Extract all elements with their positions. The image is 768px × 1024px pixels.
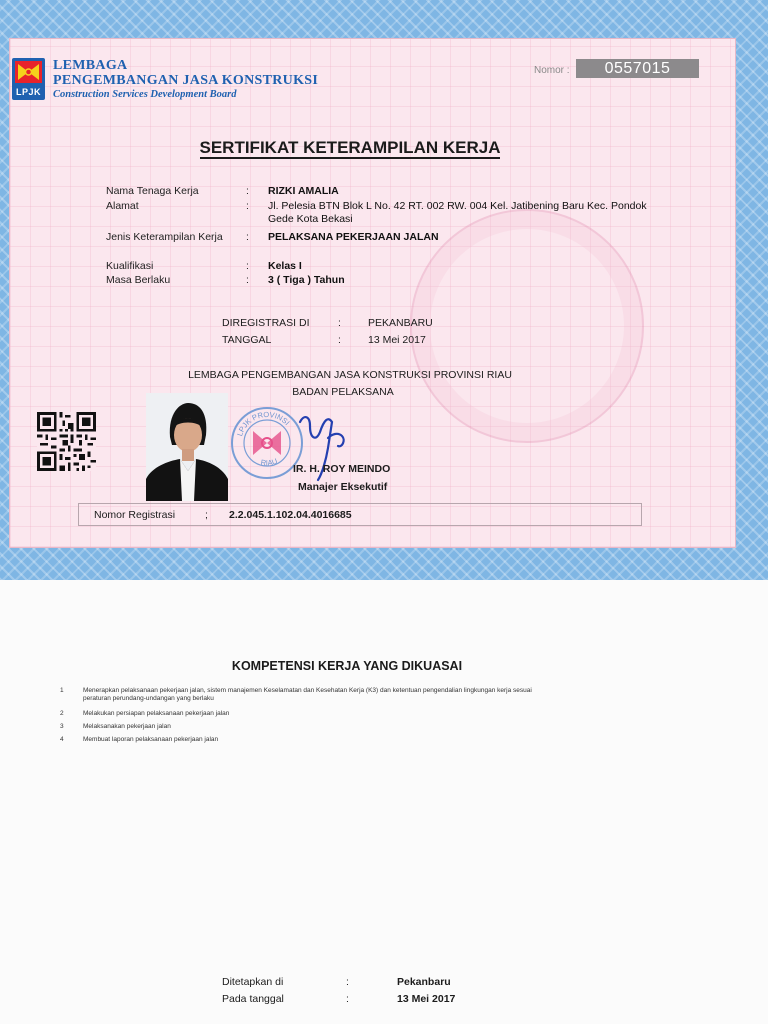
issuer-line2: BADAN PELAKSANA bbox=[292, 386, 394, 398]
lpjk-logo bbox=[12, 58, 45, 100]
certificate-number-label: Nomor : bbox=[534, 65, 570, 76]
skill-type-value: PELAKSANA PEKERJAAN JALAN bbox=[268, 231, 439, 243]
certificate-title-text: SERTIFIKAT KETERAMPILAN KERJA bbox=[199, 138, 501, 157]
person-portrait-icon bbox=[146, 393, 228, 501]
stamp-bottom-text: RIAU bbox=[260, 456, 279, 468]
field-colon: : bbox=[246, 260, 249, 272]
org-name-line1: LEMBAGA bbox=[53, 58, 128, 73]
registration-colon: ; bbox=[205, 509, 208, 521]
item-text bbox=[83, 687, 638, 703]
established-date-value: 13 Mei 2017 bbox=[397, 993, 456, 1005]
org-name-english: Construction Services Development Board bbox=[53, 89, 237, 100]
item-number: 1 bbox=[60, 687, 64, 694]
signer-name: IR. H. ROY MEINDO bbox=[293, 463, 391, 475]
field-colon: : bbox=[246, 274, 249, 286]
address-label: Alamat bbox=[106, 200, 139, 212]
address-line1: Jl. Pelesia BTN Blok L No. 42 RT. 002 RW. 004 Kel. Jatibening Baru Kec. Pondok bbox=[268, 200, 647, 212]
stamp-top-text: LPJK PROVINSI bbox=[235, 409, 292, 438]
field-colon: : bbox=[338, 334, 341, 346]
qualification-value: Kelas I bbox=[268, 260, 302, 272]
field-colon: : bbox=[246, 231, 249, 243]
established-place-label: Ditetapkan di bbox=[222, 976, 284, 988]
registered-at-value: PEKANBARU bbox=[368, 317, 433, 329]
item-number: 2 bbox=[60, 710, 64, 717]
lpjk-emblem-icon bbox=[15, 61, 42, 83]
org-name-line2: PENGEMBANGAN JASA KONSTRUKSI bbox=[53, 73, 319, 88]
skill-type-label: Jenis Keterampilan Kerja bbox=[106, 231, 223, 243]
item-text: Melaksanakan pekerjaan jalan bbox=[83, 723, 171, 730]
item-text-line1: Menerapkan pelaksanaan pekerjaan jalan, sistem manajemen Keselamatan dan Kesehatan Kerja (K3) dan ketentuan pengendalian lingkungan kerja sesuai bbox=[83, 687, 532, 694]
registration-row bbox=[78, 503, 642, 526]
competency-title: KOMPETENSI KERJA YANG DIKUASAI bbox=[231, 659, 463, 673]
certificate-number: 0557015 bbox=[576, 59, 699, 78]
field-colon: : bbox=[246, 185, 249, 197]
item-text-line2: peraturan perundang-undangan yang berlaku bbox=[83, 695, 214, 702]
address-line2: Gede Kota Bekasi bbox=[268, 213, 353, 225]
item-text: Melakukan persiapan pelaksanaan pekerjaan jalan bbox=[83, 710, 230, 717]
validity-label: Masa Berlaku bbox=[106, 274, 171, 286]
registration-label: Nomor Registrasi bbox=[94, 509, 176, 521]
item-number: 4 bbox=[60, 736, 64, 743]
worker-name-value: RIZKI AMALIA bbox=[268, 185, 339, 197]
qualification-label: Kualifikasi bbox=[106, 260, 154, 272]
certificate-title bbox=[0, 138, 700, 158]
registered-at-label: DIREGISTRASI DI bbox=[222, 317, 310, 329]
established-place-value: Pekanbaru bbox=[397, 976, 451, 988]
field-colon: : bbox=[338, 317, 341, 329]
item-text: Membuat laporan pelaksanaan pekerjaan jalan bbox=[83, 736, 219, 743]
watermark-seal bbox=[410, 209, 644, 443]
footer-colon: : bbox=[346, 976, 349, 988]
validity-value: 3 ( Tiga ) Tahun bbox=[268, 274, 345, 286]
date-label: TANGGAL bbox=[222, 334, 272, 346]
item-number: 3 bbox=[60, 723, 64, 730]
worker-name-label: Nama Tenaga Kerja bbox=[106, 185, 199, 197]
issuer-line1: LEMBAGA PENGEMBANGAN JASA KONSTRUKSI PROVINSI RIAU bbox=[188, 369, 512, 381]
signer-role: Manajer Eksekutif bbox=[298, 481, 388, 493]
date-value: 13 Mei 2017 bbox=[368, 334, 426, 346]
established-date-label: Pada tanggal bbox=[222, 993, 284, 1005]
registration-number: 2.2.045.1.102.04.4016685 bbox=[229, 509, 352, 521]
logo-text: LPJK bbox=[15, 87, 41, 97]
qr-code-icon bbox=[37, 412, 96, 471]
footer-colon: : bbox=[346, 993, 349, 1005]
field-colon: : bbox=[246, 200, 249, 212]
holder-photo bbox=[146, 393, 228, 501]
